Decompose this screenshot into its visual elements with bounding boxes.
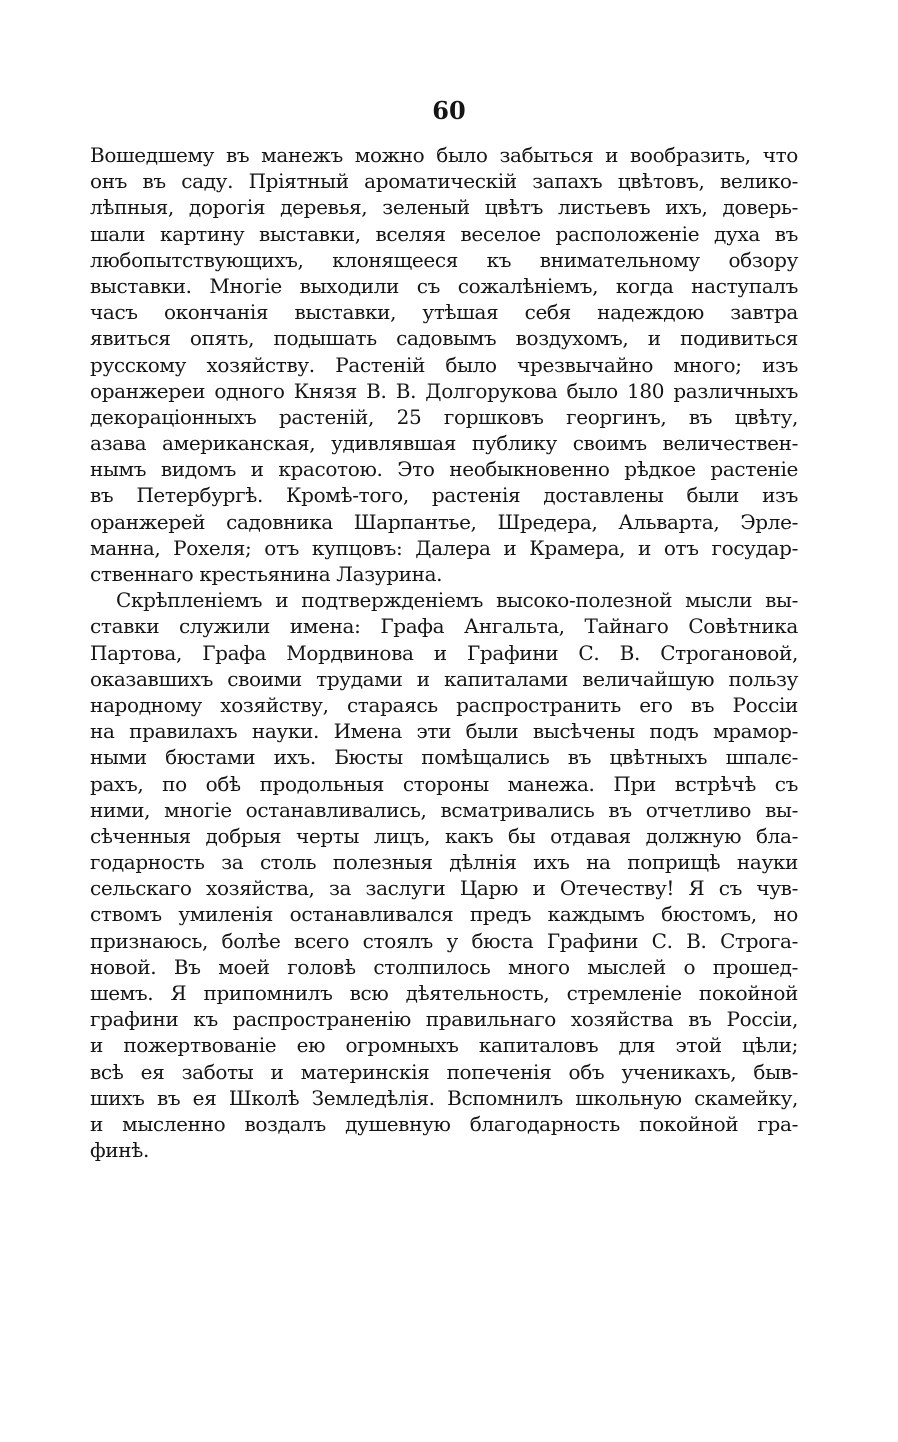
text-line: выставки. Многіе выходили съ сожалѣніемъ, когда наступалъ xyxy=(90,273,798,298)
text-line: въ Петербургѣ. Кромѣ-того, растенія доставлены были изъ xyxy=(90,483,798,508)
text-line: нымъ видомъ и красотою. Это необыкновенно рѣдкое растеніе xyxy=(90,457,798,482)
text-line: сѣченныя добрыя черты лицъ, какъ бы отдавая должную бла- xyxy=(90,823,798,848)
text-line: лѣпныя, дорогія деревья, зеленый цвѣтъ листьевъ ихъ, доверь- xyxy=(90,195,798,220)
text-line: оранжереи одного Князя В. В. Долгорукова было 180 различныхъ xyxy=(90,378,798,403)
text-line: финѣ. xyxy=(90,1138,149,1163)
text-line: ствомъ умиленія останавливался предъ каждымъ бюстомъ, но xyxy=(90,902,798,927)
text-line: шали картину выставки, вселяя веселое расположеніе духа въ xyxy=(90,221,798,246)
paragraph-container xyxy=(90,142,798,1163)
text-line: новой. Въ моей головѣ столпилось много мыслей о прошед- xyxy=(90,954,798,979)
text-line: графини къ распространенію правильнаго хозяйства въ Россіи, xyxy=(90,1007,798,1032)
body-text xyxy=(90,142,798,1163)
text-line: рахъ, по обѣ продольныя стороны манежа. При встрѣчѣ съ xyxy=(90,771,798,796)
text-line: ставки служили имена: Графа Ангальта, Тайнаго Совѣтника xyxy=(90,614,798,639)
text-line: ними, многіе останавливались, всматривались въ отчетливо вы- xyxy=(90,797,798,822)
text-line: ственнаго крестьянина Лазурина. xyxy=(90,562,443,586)
paragraph xyxy=(90,587,798,1163)
text-line: и мысленно воздалъ душевную благодарность покойной гра- xyxy=(90,1111,798,1136)
text-line: народному хозяйству, стараясь распространить его въ Россіи xyxy=(90,692,798,717)
text-line: манна, Рохеля; отъ купцовъ: Далера и Крамера, и отъ государ- xyxy=(90,535,798,560)
text-line: явиться опять, подышать садовымъ воздухомъ, и подивиться xyxy=(90,326,798,351)
text-line: любопытствующихъ, клонящееся къ внимательному обзору xyxy=(90,247,798,272)
text-line: ными бюстами ихъ. Бюсты помѣщались въ цвѣтныхъ шпалє- xyxy=(90,745,798,770)
text-line: оказавшихъ своими трудами и капиталами величайшую пользу xyxy=(90,666,798,691)
paragraph xyxy=(90,142,798,587)
text-line: сельскаго хозяйства, за заслуги Царю и Отечеству! Я съ чув- xyxy=(90,876,798,901)
text-line: русскому хозяйству. Растеній было чрезвычайно много; изъ xyxy=(90,352,798,377)
text-line: годарность за столь полезныя дѣлнія ихъ на поприщѣ науки xyxy=(90,850,798,875)
text-line: Вошедшему въ манежъ можно было забыться и вообразить, что xyxy=(90,143,798,167)
text-line: часъ окончанія выставки, утѣшая себя надеждою завтра xyxy=(90,300,798,325)
text-line: оранжерей садовника Шарпантье, Шредера, Альварта, Эрле- xyxy=(90,509,798,534)
text-line: и пожертвованіе ею огромныхъ капиталовъ для этой цѣли; xyxy=(90,1033,798,1058)
text-line: Скрѣпленіемъ и подтвержденіемъ высоко-полезной мысли вы- xyxy=(116,588,798,613)
text-line: азава американская, удивлявшая публику своимъ величествен- xyxy=(90,431,798,456)
text-line: на правилахъ науки. Имена эти были высѣчены подъ мрамор- xyxy=(90,719,798,744)
text-line: шемъ. Я припомнилъ всю дѣятельность, стремленіе покойной xyxy=(90,981,798,1005)
page-number: 60 xyxy=(432,96,466,125)
text-line: шихъ въ ея Школѣ Земледѣлія. Вспомнилъ школьную скамейку, xyxy=(90,1085,798,1110)
text-line: признаюсь, болѣе всего стоялъ у бюста Графини С. В. Строга- xyxy=(90,928,798,953)
text-line: декораціонныхъ растеній, 25 горшковъ георгинъ, въ цвѣту, xyxy=(90,404,798,429)
text-line: Партова, Графа Мордвинова и Графини С. В. Строгановой, xyxy=(90,640,798,665)
text-line: онъ въ саду. Пріятный ароматическій запахъ цвѣтовъ, велико- xyxy=(90,169,798,194)
text-line: всѣ ея заботы и материнскія попеченія объ ученикахъ, быв- xyxy=(90,1059,798,1084)
